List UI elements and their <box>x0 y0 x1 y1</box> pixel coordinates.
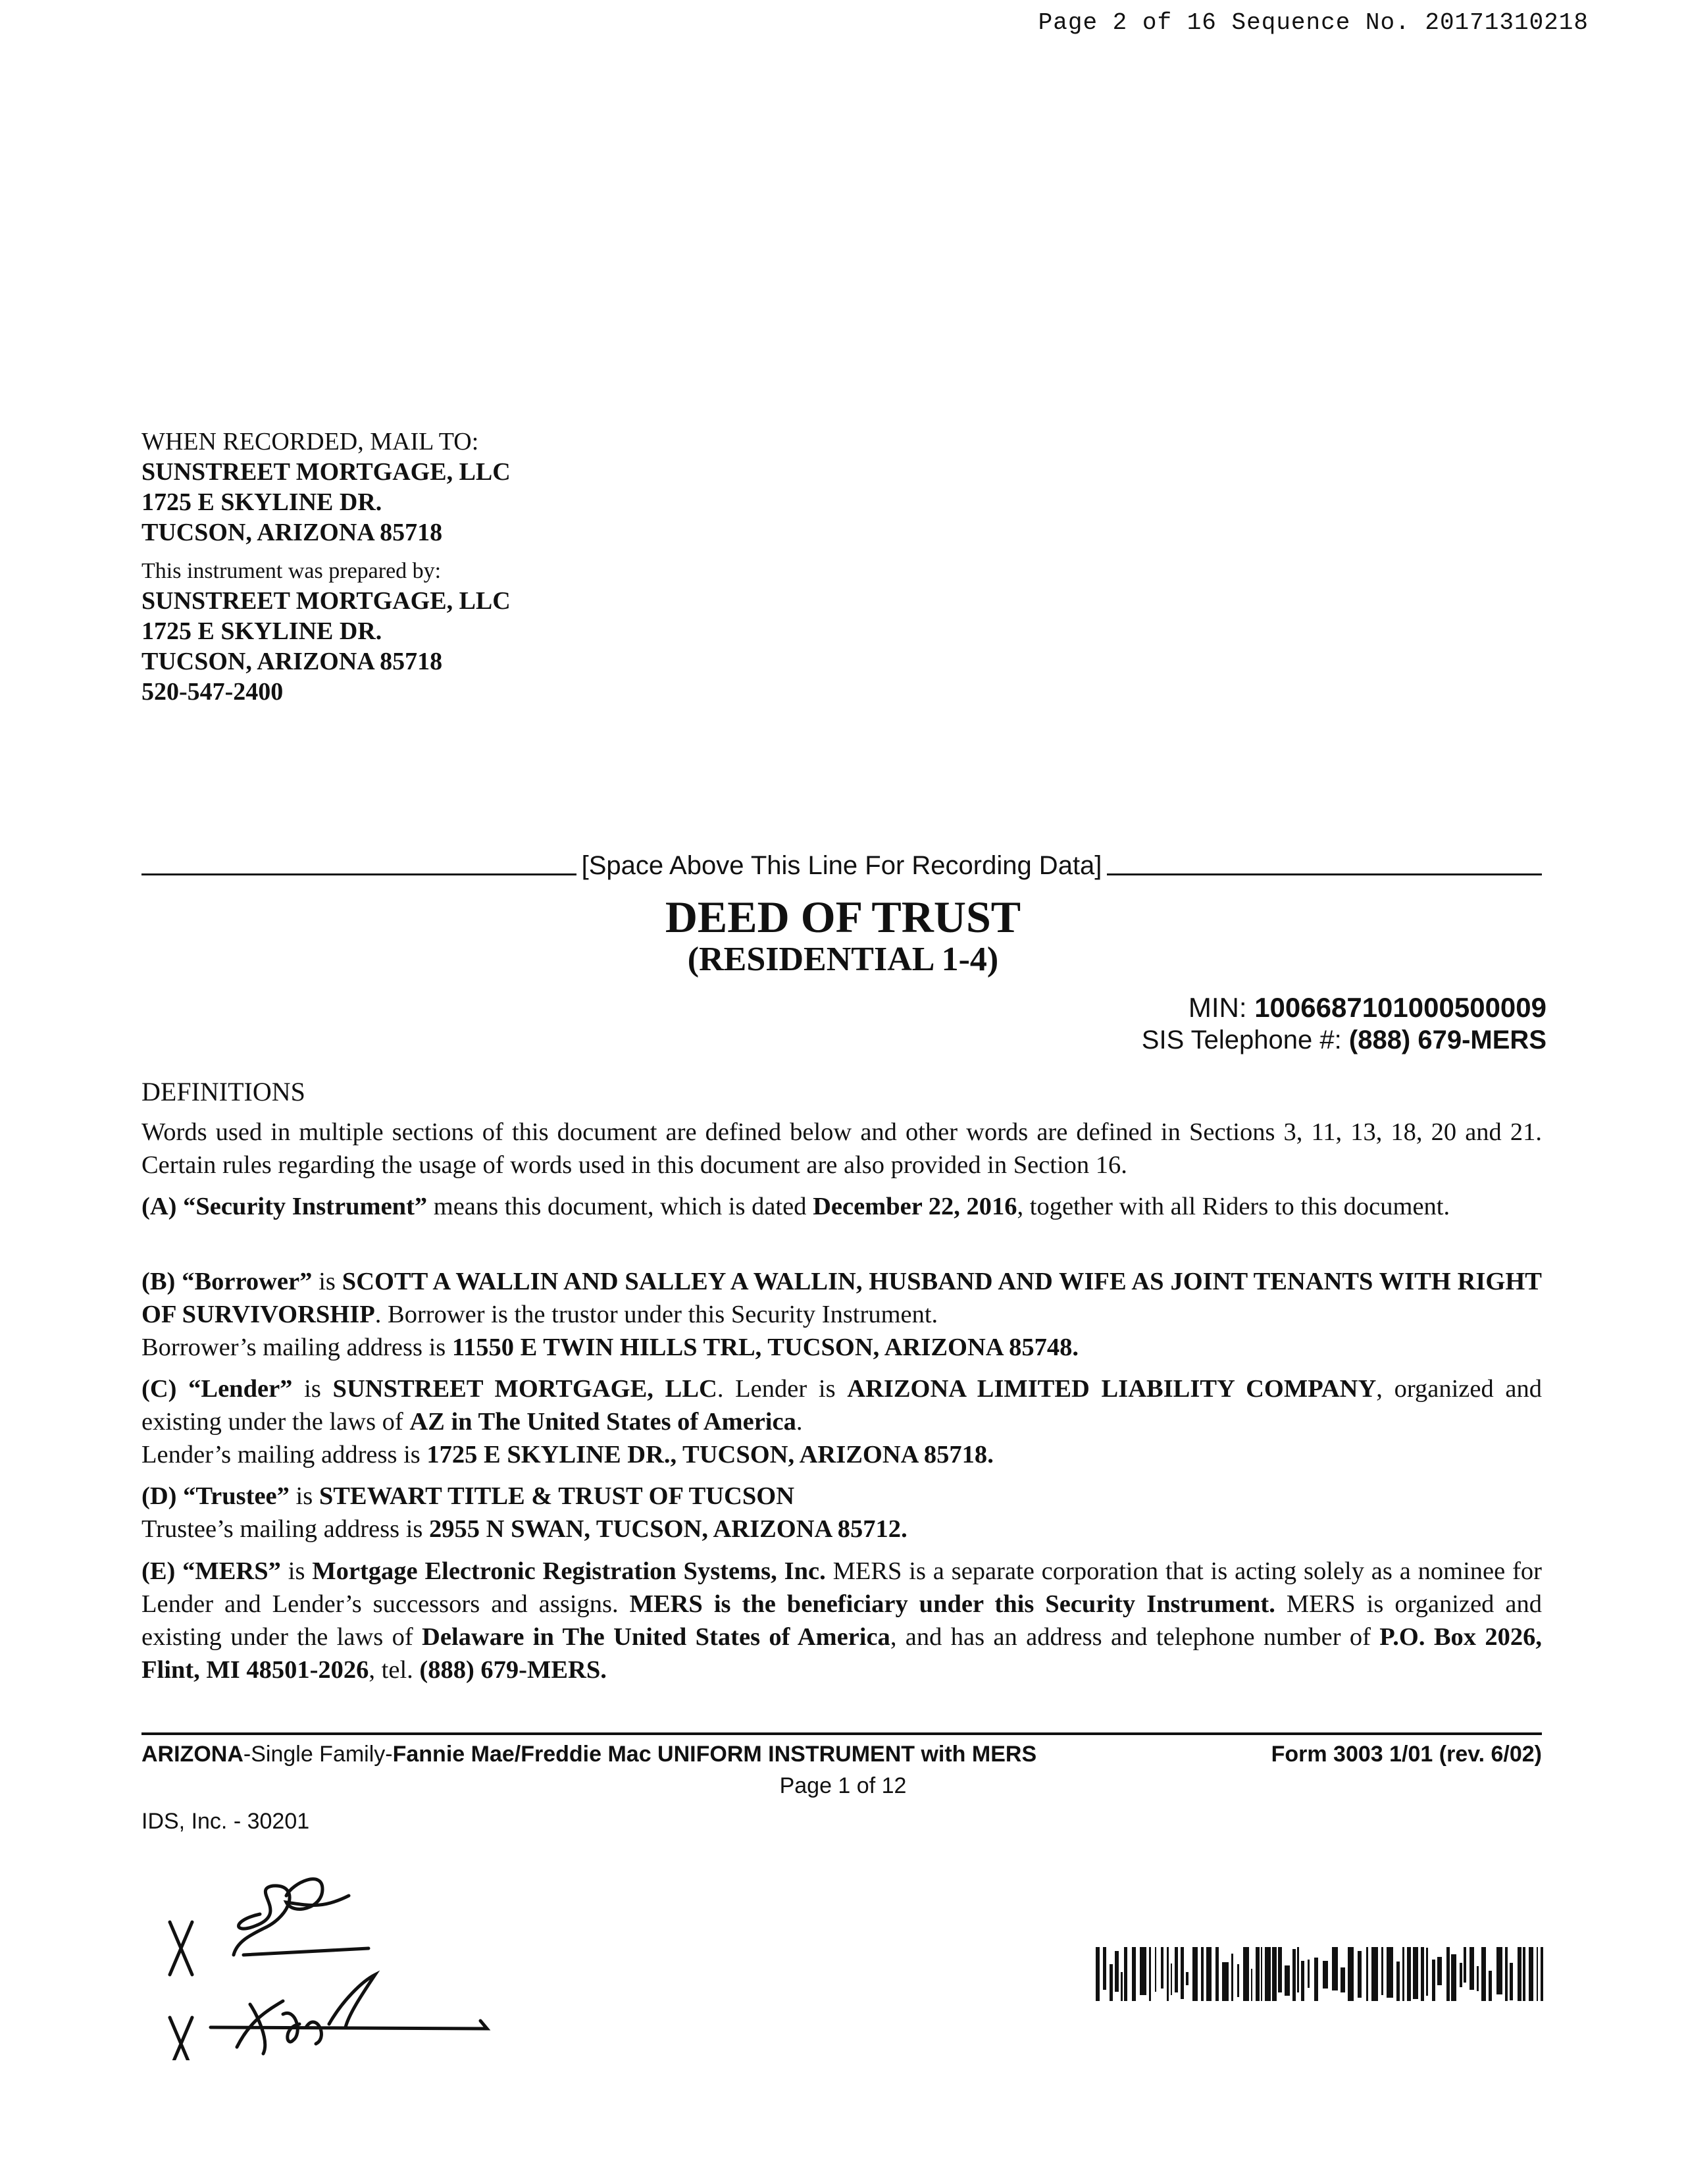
document-subtitle: (RESIDENTIAL 1-4) <box>687 941 999 978</box>
barcode-bar <box>1192 1947 1198 2001</box>
recording-address-block <box>141 427 511 548</box>
barcode-bar <box>1231 1954 1233 2001</box>
barcode-bar <box>1413 1947 1418 1999</box>
def-e-phone: (888) 679-MERS <box>419 1656 601 1684</box>
document-title: DEED OF TRUST <box>665 892 1021 942</box>
barcode-bar <box>1265 1947 1271 2001</box>
barcode-bar <box>1301 1961 1304 2001</box>
def-e-end: . <box>600 1656 607 1684</box>
barcode-bar <box>1256 1947 1260 2001</box>
intro-paragraph: Words used in multiple sections of this document are defined below and other words are defined in Sections 3, 11, 13, 18, 20 and 21. Certain rules regarding the usage of words used in this document are also provided in Section 16. <box>141 1118 1542 1179</box>
borrower-initials-signature <box>151 1843 520 2060</box>
def-b-label: (B) “Borrower” <box>141 1268 313 1295</box>
def-e-text5: , tel. <box>369 1656 420 1684</box>
barcode-bar <box>1261 1947 1262 2001</box>
footer-divider <box>141 1732 1542 1735</box>
barcode-bar <box>1186 1972 1188 1985</box>
def-a-text1: means this document, which is dated <box>427 1193 813 1220</box>
barcode-bar <box>1243 1947 1249 2001</box>
barcode-bar <box>1103 1947 1106 1990</box>
def-d-text1: is <box>289 1482 319 1510</box>
def-e-text2: MERS is a separate corporation that is acting solely as a nominee for Lender and Lender’s successors and assigns. <box>141 1557 1542 1618</box>
def-d-name: STEWART TITLE & TRUST OF TUCSON <box>319 1482 795 1510</box>
def-e-beneficiary: MERS is the beneficiary under this Security Instrument. <box>629 1590 1275 1618</box>
barcode-bar <box>1451 1954 1456 2001</box>
barcode-bar <box>1460 1963 1462 1987</box>
def-b-name: SCOTT A WALLIN AND SALLEY A WALLIN, HUSBAND AND WIFE AS JOINT TENANTS WITH RIGHT OF SURVIVORSHIP <box>141 1268 1542 1328</box>
def-c-jurisdiction: AZ in The United States of America <box>409 1408 796 1436</box>
page-sequence-header: Page 2 of 16 Sequence No. 20171310218 <box>1038 9 1589 36</box>
prepared-line: TUCSON, ARIZONA 85718 <box>141 648 443 675</box>
barcode-bar <box>1292 1949 1296 2001</box>
def-e-label: (E) “MERS” <box>141 1557 281 1585</box>
barcode-bar <box>1426 1948 1428 1996</box>
def-e-text1: is <box>280 1557 313 1585</box>
barcode-bar <box>1314 1958 1318 2001</box>
def-e-text4: , and has an address and telephone number of <box>890 1623 1380 1651</box>
barcode-bar <box>1396 1962 1400 2001</box>
barcode-bar <box>1421 1947 1424 2001</box>
barcode-bar <box>1201 1947 1204 2001</box>
min-value: 1006687101000500009 <box>1254 992 1546 1023</box>
def-a-date: December 22, 2016 <box>813 1193 1017 1220</box>
min-line <box>1142 991 1546 1024</box>
barcode-bar <box>1297 1947 1299 1992</box>
barcode-bar <box>1323 1961 1328 1989</box>
barcode-bar <box>1489 1971 1492 2001</box>
barcode-bar <box>1149 1947 1151 2001</box>
footer-desc2: Fannie Mae/Freddie Mac UNIFORM INSTRUMENT with MERS <box>392 1742 1037 1767</box>
barcode-bar <box>1161 1947 1163 1989</box>
separator-rule-left <box>141 873 576 875</box>
barcode-bar <box>1432 1960 1435 2001</box>
barcode-bar <box>1175 1947 1178 1992</box>
footer-state: ARIZONA <box>141 1742 243 1767</box>
barcode-bar <box>1206 1947 1212 2001</box>
barcode-bar <box>1371 1947 1378 2001</box>
barcode-bar <box>1518 1947 1521 2001</box>
barcode-bar <box>1121 1972 1123 2001</box>
def-c-name: SUNSTREET MORTGAGE, LLC <box>332 1375 717 1403</box>
definition-e <box>141 1555 1542 1686</box>
def-d-end: . <box>901 1515 907 1543</box>
min-label: MIN: <box>1188 992 1247 1023</box>
sis-line <box>1142 1024 1546 1056</box>
barcode-bar <box>1308 1960 1310 1988</box>
barcode-bar <box>1272 1947 1277 2001</box>
def-e-address: P.O. Box 2026, Flint, MI 48501-2026 <box>141 1623 1542 1684</box>
barcode-bar <box>1358 1951 1362 1998</box>
recording-line: SUNSTREET MORTGAGE, LLC <box>141 458 511 486</box>
sis-label: SIS Telephone #: <box>1141 1026 1342 1054</box>
barcode-bar <box>1124 1947 1127 2001</box>
definitions-intro <box>141 1116 1542 1182</box>
def-c-end: . <box>987 1441 994 1469</box>
barcode-bar <box>1132 1947 1136 2001</box>
document-barcode <box>1096 1947 1543 2001</box>
barcode-bar <box>1332 1947 1338 1990</box>
footer-desc1: -Single Family- <box>243 1742 393 1767</box>
def-b-text2: . Borrower is the trustor under this Security Instrument. <box>374 1301 938 1328</box>
def-c-text4: . <box>796 1408 803 1436</box>
def-b-address: 11550 E TWIN HILLS TRL, TUCSON, ARIZONA 85748 <box>451 1334 1073 1361</box>
def-d-address: 2955 N SWAN, TUCSON, ARIZONA 85712 <box>429 1515 902 1543</box>
footer-ids: IDS, Inc. - 30201 <box>141 1809 310 1834</box>
footer-form-number: Form 3003 1/01 (rev. 6/02) <box>1271 1742 1542 1767</box>
def-b-end: . <box>1072 1334 1079 1361</box>
barcode-bar <box>1171 1963 1172 1995</box>
definition-d <box>141 1480 1542 1546</box>
definition-a <box>141 1190 1542 1223</box>
barcode-bar <box>1402 1947 1404 2001</box>
separator-rule-right <box>1107 873 1542 875</box>
definition-c <box>141 1372 1542 1471</box>
def-c-entity: ARIZONA LIMITED LIABILITY COMPANY <box>847 1375 1377 1403</box>
barcode-bar <box>1505 1947 1508 2001</box>
recording-line: TUCSON, ARIZONA 85718 <box>141 519 443 546</box>
sis-value: (888) 679-MERS <box>1348 1026 1546 1054</box>
recording-data-separator <box>141 841 1542 881</box>
def-c-address-label: Lender’s mailing address is <box>141 1441 427 1469</box>
barcode-bar <box>1381 1947 1383 1995</box>
barcode-bar <box>1437 1957 1442 1985</box>
barcode-bar <box>1407 1947 1411 2001</box>
barcode-bar <box>1155 1947 1156 1992</box>
barcode-bar <box>1541 1947 1543 2001</box>
def-d-address-label: Trustee’s mailing address is <box>141 1515 430 1543</box>
recording-line: 1725 E SKYLINE DR. <box>141 488 382 516</box>
barcode-bar <box>1110 1964 1113 2001</box>
def-a-text2: , together with all Riders to this document. <box>1017 1193 1450 1220</box>
barcode-bar <box>1523 1947 1525 2001</box>
recording-heading: WHEN RECORDED, MAIL TO: <box>141 428 479 455</box>
def-c-label: (C) “Lender” <box>141 1375 293 1403</box>
barcode-bar <box>1496 1947 1502 1994</box>
barcode-bar <box>1167 1947 1169 2001</box>
barcode-bar <box>1348 1947 1354 2001</box>
def-b-address-label: Borrower’s mailing address is <box>141 1334 452 1361</box>
min-block <box>1142 991 1546 1056</box>
barcode-bar <box>1222 1962 1229 2001</box>
def-a-label: (A) “Security Instrument” <box>141 1193 428 1220</box>
footer-page-number: Page 1 of 12 <box>779 1773 907 1798</box>
prepared-line: 520-547-2400 <box>141 678 284 706</box>
def-c-text3: , organized and existing under the laws of <box>141 1375 1542 1436</box>
barcode-bar <box>1341 1967 1345 1992</box>
barcode-bar <box>1181 1947 1184 1999</box>
barcode-bar <box>1477 1966 1479 1991</box>
def-e-jurisdiction: Delaware in The United States of America <box>422 1623 890 1651</box>
prepared-heading: This instrument was prepared by: <box>141 559 442 583</box>
barcode-bar <box>1285 1965 1290 1996</box>
barcode-bar <box>1237 1964 1239 1997</box>
definition-b <box>141 1265 1542 1364</box>
def-b-text1: is <box>312 1268 342 1295</box>
def-c-address: 1725 E SKYLINE DR., TUCSON, ARIZONA 85718 <box>426 1441 988 1469</box>
def-d-label: (D) “Trustee” <box>141 1482 290 1510</box>
barcode-bar <box>1366 1947 1368 2001</box>
prepared-line: 1725 E SKYLINE DR. <box>141 617 382 645</box>
barcode-bar <box>1529 1947 1533 2001</box>
barcode-bar <box>1096 1947 1100 2001</box>
barcode-bar <box>1481 1947 1486 2001</box>
barcode-bar <box>1464 1947 1466 1983</box>
barcode-bar <box>1140 1947 1146 1995</box>
prepared-by-block <box>141 557 511 707</box>
barcode-bar <box>1387 1947 1393 1998</box>
barcode-bar <box>1469 1947 1474 1990</box>
def-c-text2: . Lender is <box>717 1375 848 1403</box>
separator-label: [Space Above This Line For Recording Data] <box>581 851 1102 880</box>
definitions-heading: DEFINITIONS <box>141 1077 305 1106</box>
barcode-bar <box>1251 1969 1252 2001</box>
footer-form-description <box>141 1742 1036 1767</box>
barcode-bar <box>1446 1947 1450 2001</box>
barcode-bar <box>1278 1947 1282 1992</box>
def-e-name: Mortgage Electronic Registration Systems, Inc. <box>312 1557 826 1585</box>
barcode-bar <box>1537 1947 1538 2001</box>
barcode-bar <box>1215 1947 1219 2001</box>
def-e-text3: MERS is organized and existing under the laws of <box>141 1590 1542 1651</box>
barcode-bar <box>1115 1951 1119 1992</box>
def-c-text1: is <box>292 1375 333 1403</box>
prepared-line: SUNSTREET MORTGAGE, LLC <box>141 587 511 615</box>
barcode-bar <box>1510 1963 1513 2000</box>
